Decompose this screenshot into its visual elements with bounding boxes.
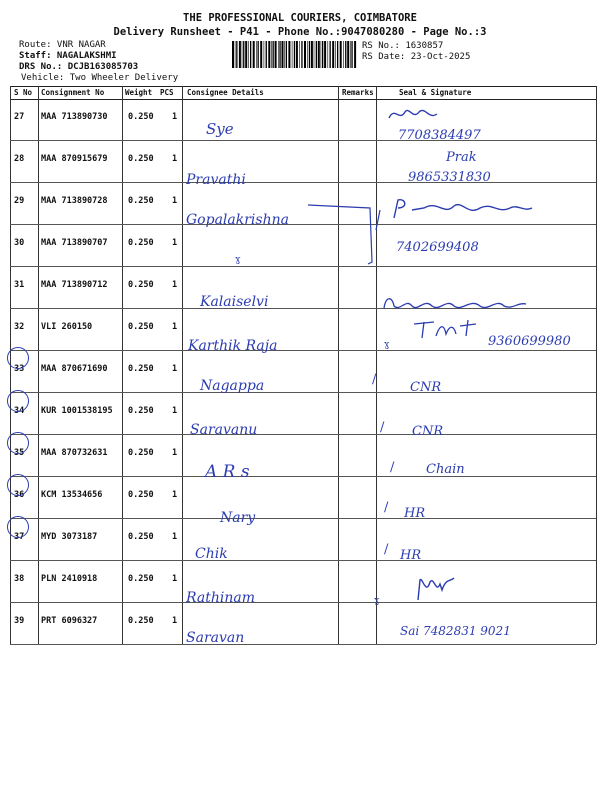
tick-mark: / bbox=[384, 542, 389, 557]
pcs-cell: 1 bbox=[172, 364, 178, 374]
handwritten-name: Sye bbox=[206, 120, 234, 138]
sno-cell: 36 bbox=[14, 490, 25, 500]
pcs-cell: 1 bbox=[172, 574, 178, 584]
tick-mark: / bbox=[380, 420, 385, 435]
col-consignment: Consignment No bbox=[41, 88, 105, 97]
weight-cell: 0.250 bbox=[128, 322, 154, 332]
weight-cell: 0.250 bbox=[128, 238, 154, 248]
pcs-cell: 1 bbox=[172, 448, 178, 458]
handwritten-name: A R s bbox=[205, 462, 250, 482]
sno-cell: 32 bbox=[14, 322, 25, 332]
table-row bbox=[10, 98, 596, 141]
pcs-cell: 1 bbox=[172, 322, 178, 332]
weight-cell: 0.250 bbox=[128, 112, 154, 122]
weight-cell: 0.250 bbox=[128, 532, 154, 542]
company-name: THE PROFESSIONAL COURIERS, COIMBATORE bbox=[183, 12, 417, 24]
consignment-cell: PLN 2410918 bbox=[41, 574, 98, 584]
col-sno: S No bbox=[14, 88, 33, 97]
col-consignee: Consignee Details bbox=[187, 88, 264, 97]
weight-cell: 0.250 bbox=[128, 154, 154, 164]
table-row bbox=[10, 518, 596, 561]
barcode bbox=[232, 41, 358, 68]
pcs-cell: 1 bbox=[172, 616, 178, 626]
sno-cell: 30 bbox=[14, 238, 25, 248]
circle-mark bbox=[7, 474, 29, 496]
signature: CNR bbox=[412, 424, 444, 439]
sno-cell: 34 bbox=[14, 406, 25, 416]
table-row bbox=[10, 392, 596, 435]
rs-number: RS No.: 1630857 bbox=[362, 41, 444, 51]
pcs-cell: 1 bbox=[172, 238, 178, 248]
handwritten-name: Nary bbox=[220, 510, 256, 526]
runsheet-title: Delivery Runsheet - P41 - Phone No.:9047080280 - Page No.:3 bbox=[113, 26, 487, 38]
route-label: Route: VNR NAGAR bbox=[19, 40, 106, 50]
weight-cell: 0.250 bbox=[128, 616, 154, 626]
handwritten-name: Gopalakrishna bbox=[186, 212, 289, 228]
signature: HR bbox=[404, 506, 426, 521]
sno-cell: 37 bbox=[14, 532, 25, 542]
consignment-cell: MAA 713890712 bbox=[41, 280, 108, 290]
consignment-cell: MAA 713890707 bbox=[41, 238, 108, 248]
handwritten-name: Chik bbox=[195, 546, 228, 562]
pcs-cell: 1 bbox=[172, 406, 178, 416]
consignment-cell: MAA 713890730 bbox=[41, 112, 108, 122]
weight-cell: 0.250 bbox=[128, 448, 154, 458]
circle-mark bbox=[7, 390, 29, 412]
signature-phone: 7402699408 bbox=[396, 240, 479, 255]
signature: Prak bbox=[446, 150, 477, 165]
pcs-cell: 1 bbox=[172, 154, 178, 164]
pcs-cell: 1 bbox=[172, 280, 178, 290]
signature: HR bbox=[400, 548, 422, 563]
handwritten-name: Karthik Raja bbox=[188, 338, 278, 354]
weight-cell: 0.250 bbox=[128, 490, 154, 500]
consignment-cell: KCM 13534656 bbox=[41, 490, 103, 500]
handwritten-name: Saravan bbox=[186, 630, 245, 646]
weight-cell: 0.250 bbox=[128, 574, 154, 584]
bracket-mark bbox=[300, 200, 390, 270]
sno-cell: 33 bbox=[14, 364, 25, 374]
signature-scribble bbox=[388, 196, 538, 222]
pcs-cell: 1 bbox=[172, 532, 178, 542]
consignment-cell: MAA 870671690 bbox=[41, 364, 108, 374]
rs-date: RS Date: 23-Oct-2025 bbox=[362, 52, 471, 62]
consignment-cell: MAA 870732631 bbox=[41, 448, 108, 458]
signature-phone: 9865331830 bbox=[408, 170, 491, 185]
tick-mark: / bbox=[390, 460, 395, 475]
weight-cell: 0.250 bbox=[128, 280, 154, 290]
handwritten-name: Nagappa bbox=[200, 378, 265, 394]
weight-cell: 0.250 bbox=[128, 364, 154, 374]
ink-mark: ɣ bbox=[235, 255, 241, 265]
consignment-cell: KUR 1001538195 bbox=[41, 406, 113, 416]
drs-label: DRS No.: DCJB163085703 bbox=[19, 62, 139, 72]
circle-mark bbox=[7, 516, 29, 538]
sno-cell: 35 bbox=[14, 448, 25, 458]
consignment-cell: MAA 870915679 bbox=[41, 154, 108, 164]
table-row bbox=[10, 350, 596, 393]
handwritten-name: Saravanu bbox=[190, 422, 258, 438]
signature: Chain bbox=[426, 462, 465, 477]
col-pcs: PCS bbox=[160, 88, 174, 97]
handwritten-name: Pravathi bbox=[186, 172, 246, 188]
circle-mark bbox=[7, 432, 29, 454]
vehicle-label: Vehicle: Two Wheeler Delivery bbox=[21, 73, 179, 83]
ink-mark: ɣ bbox=[384, 340, 390, 350]
ink-mark: ɣ bbox=[374, 596, 380, 606]
sno-cell: 28 bbox=[14, 154, 25, 164]
signature: Sai 7482831 9021 bbox=[400, 624, 511, 638]
signature-phone: 9360699980 bbox=[488, 334, 571, 349]
sno-cell: 27 bbox=[14, 112, 25, 122]
weight-cell: 0.250 bbox=[128, 196, 154, 206]
handwritten-name: Kalaiselvi bbox=[200, 294, 269, 310]
staff-label: Staff: NAGALAKSHMI bbox=[19, 51, 117, 61]
col-remarks: Remarks bbox=[342, 88, 374, 97]
signature-scribble bbox=[385, 104, 445, 126]
table-row bbox=[10, 140, 596, 183]
tick-mark: / bbox=[384, 500, 389, 515]
signature-scribble bbox=[410, 318, 480, 340]
pcs-cell: 1 bbox=[172, 112, 178, 122]
signature-phone: 7708384497 bbox=[398, 128, 481, 143]
weight-cell: 0.250 bbox=[128, 406, 154, 416]
sno-cell: 31 bbox=[14, 280, 25, 290]
pcs-cell: 1 bbox=[172, 490, 178, 500]
table-row bbox=[10, 560, 596, 603]
consignment-cell: PRT 6096327 bbox=[41, 616, 98, 626]
sno-cell: 38 bbox=[14, 574, 25, 584]
col-weight: Weight bbox=[125, 88, 153, 97]
signature-scribble bbox=[380, 292, 530, 316]
col-seal: Seal & Signature bbox=[399, 88, 472, 97]
signature-scribble bbox=[412, 574, 458, 604]
consignment-cell: MYD 3073187 bbox=[41, 532, 98, 542]
grid-line bbox=[596, 86, 597, 644]
consignment-cell: MAA 713890728 bbox=[41, 196, 108, 206]
handwritten-name: Rathinam bbox=[186, 590, 255, 606]
consignment-cell: VLI 260150 bbox=[41, 322, 93, 332]
circle-mark bbox=[7, 347, 29, 369]
signature: CNR bbox=[410, 380, 442, 395]
pcs-cell: 1 bbox=[172, 196, 178, 206]
table-row bbox=[10, 434, 596, 477]
sno-cell: 39 bbox=[14, 616, 25, 626]
sno-cell: 29 bbox=[14, 196, 25, 206]
table-row bbox=[10, 476, 596, 519]
tick-mark: / bbox=[372, 372, 377, 387]
